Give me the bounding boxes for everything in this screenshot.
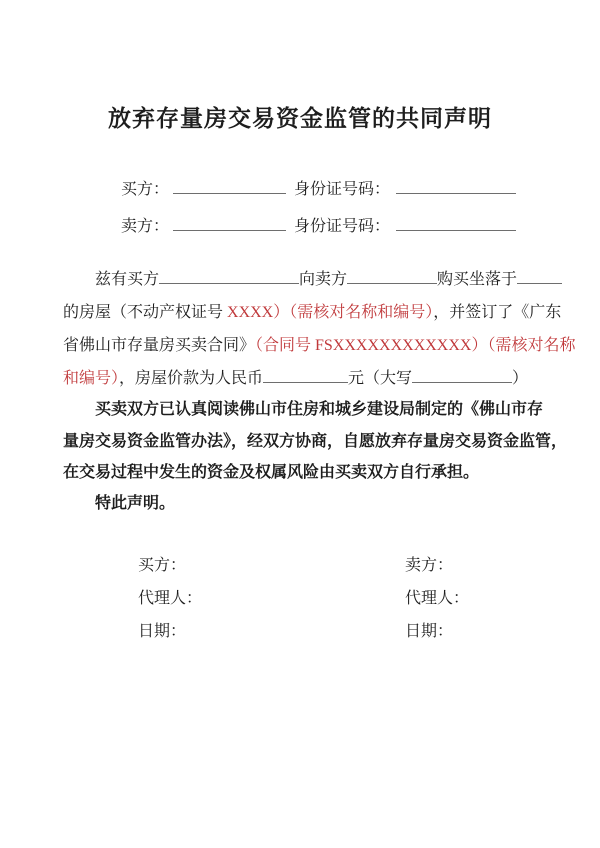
declaration-paragraph2-line1: 买卖双方已认真阅读佛山市住房和城乡建设局制定的《佛山市存: [95, 401, 544, 418]
text-segment: 购买坐落于: [437, 271, 518, 288]
contract-number-note-red: （合同号 FSXXXXXXXXXXXX）（需核对名称: [255, 337, 576, 354]
price-capital-blank-underline: [412, 382, 512, 383]
seller-identity-line: [63, 216, 537, 238]
buyer-id-label: 身份证号码：: [294, 181, 391, 198]
text-segment: 向卖方: [299, 271, 348, 288]
buyer-fill-blank-underline: [159, 283, 299, 284]
declaration-paragraph2-line2: 量房交易资金监管办法》，经双方协商，自愿放弃存量房交易资金监管，: [63, 433, 568, 450]
text-segment: 的房屋（不动产权证号: [63, 304, 228, 321]
buyer-identity-line: [63, 179, 537, 201]
signature-seller-date-label: 日期：: [405, 623, 454, 640]
signature-seller-agent-label: 代理人：: [405, 590, 470, 607]
address-blank-underline: [517, 283, 562, 284]
text-segment: 元（大写: [348, 370, 413, 387]
signature-seller-label: 卖方：: [405, 557, 454, 574]
seller-id-blank-underline: [396, 230, 516, 231]
property-cert-number-note-red: XXXX）（需核对名称和编号）: [227, 304, 434, 321]
hereby-declared-line: 特此声明。: [95, 495, 176, 512]
price-blank-underline: [263, 382, 348, 383]
text-segment: ）: [512, 370, 529, 387]
buyer-id-blank-underline: [396, 193, 516, 194]
signature-row-party: [63, 555, 537, 577]
signature-buyer-label: 买方：: [138, 557, 187, 574]
seller-name-blank-underline: [173, 230, 286, 231]
signature-buyer-agent-label: 代理人：: [138, 590, 203, 607]
seller-label: 卖方：: [121, 218, 170, 235]
seller-id-label: 身份证号码：: [294, 218, 391, 235]
text-segment: ，房屋价款为人民币: [119, 370, 264, 387]
declaration-paragraph1-line1: [63, 269, 537, 291]
declaration-paragraph1-line2: [63, 302, 562, 324]
buyer-name-blank-underline: [173, 193, 286, 194]
seller-fill-blank-underline: [347, 283, 437, 284]
document-title: 放弃存量房交易资金监管的共同声明: [108, 105, 492, 131]
declaration-paragraph1-line3: [63, 335, 576, 357]
buyer-label: 买方：: [121, 181, 170, 198]
declaration-paragraph2-line3: 在交易过程中发生的资金及权属风险由买卖双方自行承担。: [63, 464, 480, 481]
signature-row-date: [63, 621, 537, 643]
text-segment: 兹有买方: [95, 271, 160, 288]
text-segment: ，并签订了《广东: [433, 304, 562, 321]
signature-buyer-date-label: 日期：: [138, 623, 187, 640]
contract-number-note-red-cont: 和编号）: [63, 370, 120, 387]
text-segment: 省佛山市存量房买卖合同》: [63, 337, 256, 354]
declaration-paragraph1-line4: [63, 368, 537, 390]
signature-row-agent: [63, 588, 537, 610]
